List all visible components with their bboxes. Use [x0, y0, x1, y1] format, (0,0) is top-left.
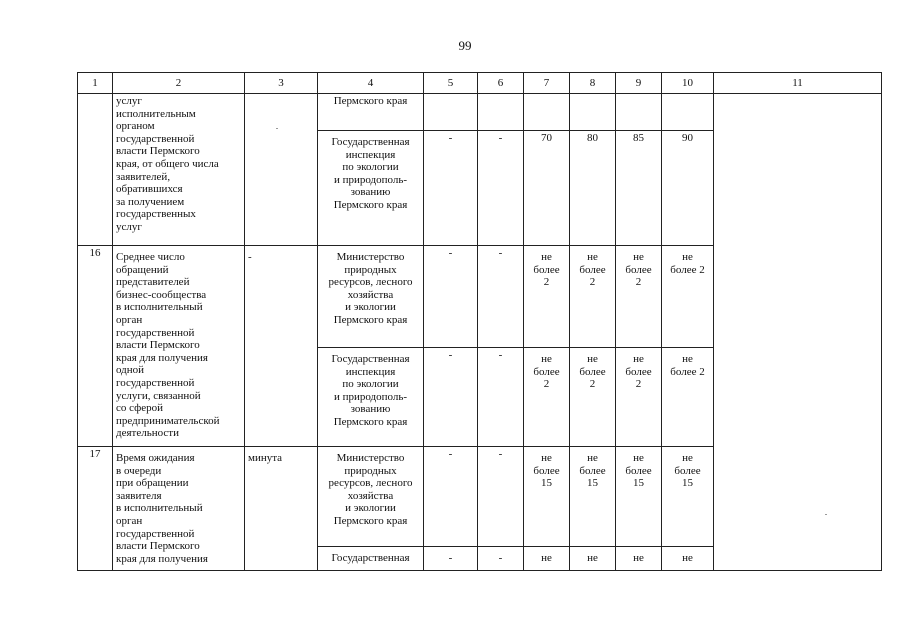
indicators-table	[77, 72, 882, 571]
value-cell	[616, 94, 662, 131]
column-header: 10	[662, 73, 714, 94]
value-cell: -	[478, 348, 524, 447]
scan-speck	[276, 128, 278, 129]
value-cell: не	[570, 547, 616, 571]
organization-cell: Пермского края	[318, 94, 424, 131]
value-cell: не более 2	[524, 246, 570, 348]
value-cell: 85	[616, 131, 662, 246]
column-header: 9	[616, 73, 662, 94]
value-cell: не более 2	[524, 348, 570, 447]
value-cell: не более 2	[616, 246, 662, 348]
page-number: 99	[458, 38, 472, 53]
organization-cell: Министерство природных ресурсов, лесного хозяйства и экологии Пермского края	[318, 246, 424, 348]
value-cell: -	[478, 447, 524, 547]
column-header: 1	[78, 73, 113, 94]
value-cell: не более 15	[570, 447, 616, 547]
row-number-cell: 16	[78, 246, 113, 447]
column-header: 4	[318, 73, 424, 94]
value-cell: -	[478, 246, 524, 348]
organization-cell: Государственная инспекция по экологии и природополь- зованию Пермского края	[318, 131, 424, 246]
value-cell: 90	[662, 131, 714, 246]
indicator-name-cell: Время ожидания в очереди при обращении заявителя в исполнительный орган государственной власти Пермского края для получения	[113, 447, 245, 571]
value-cell: не	[616, 547, 662, 571]
value-cell: -	[424, 348, 478, 447]
value-cell	[662, 94, 714, 131]
value-cell: не более 15	[524, 447, 570, 547]
value-cell: не более 2	[662, 348, 714, 447]
column-header: 2	[113, 73, 245, 94]
value-cell: -	[478, 547, 524, 571]
row-number-cell	[78, 94, 113, 246]
column-header: 11	[714, 73, 882, 94]
value-cell: не	[662, 547, 714, 571]
value-cell	[478, 94, 524, 131]
value-cell: -	[424, 131, 478, 246]
unit-cell: минута	[245, 447, 318, 571]
value-cell	[524, 94, 570, 131]
scan-speck	[825, 514, 827, 515]
column-header: 5	[424, 73, 478, 94]
organization-cell: Государственная инспекция по экологии и природополь- зованию Пермского края	[318, 348, 424, 447]
value-cell: -	[424, 246, 478, 348]
column-header: 3	[245, 73, 318, 94]
organization-cell: Государственная	[318, 547, 424, 571]
unit-cell: -	[245, 246, 318, 447]
table-row	[78, 94, 882, 131]
value-cell: -	[424, 447, 478, 547]
value-cell: не более 2	[662, 246, 714, 348]
value-cell: не более 2	[616, 348, 662, 447]
organization-cell: Министерство природных ресурсов, лесного хозяйства и экологии Пермского края	[318, 447, 424, 547]
value-cell: не более 15	[616, 447, 662, 547]
value-cell: не более 2	[570, 348, 616, 447]
notes-cell	[714, 94, 882, 571]
row-number-cell: 17	[78, 447, 113, 571]
indicator-name-cell: Среднее число обращений представителей бизнес-сообщества в исполнительный орган государственной власти Пермского края для получения одной государственной услуги, связанной со сферой предпринимательской деятельности	[113, 246, 245, 447]
value-cell: не	[524, 547, 570, 571]
value-cell: не более 2	[570, 246, 616, 348]
value-cell: не более 15	[662, 447, 714, 547]
column-header: 7	[524, 73, 570, 94]
value-cell: -	[478, 131, 524, 246]
indicator-name-cell: услуг исполнительным органом государственной власти Пермского края, от общего числа заявителей, обратившихся за получением государственных услуг	[113, 94, 245, 246]
column-header: 8	[570, 73, 616, 94]
value-cell: 80	[570, 131, 616, 246]
value-cell: -	[424, 547, 478, 571]
value-cell: 70	[524, 131, 570, 246]
header-row	[78, 73, 882, 94]
unit-cell	[245, 94, 318, 246]
column-header: 6	[478, 73, 524, 94]
value-cell	[424, 94, 478, 131]
value-cell	[570, 94, 616, 131]
